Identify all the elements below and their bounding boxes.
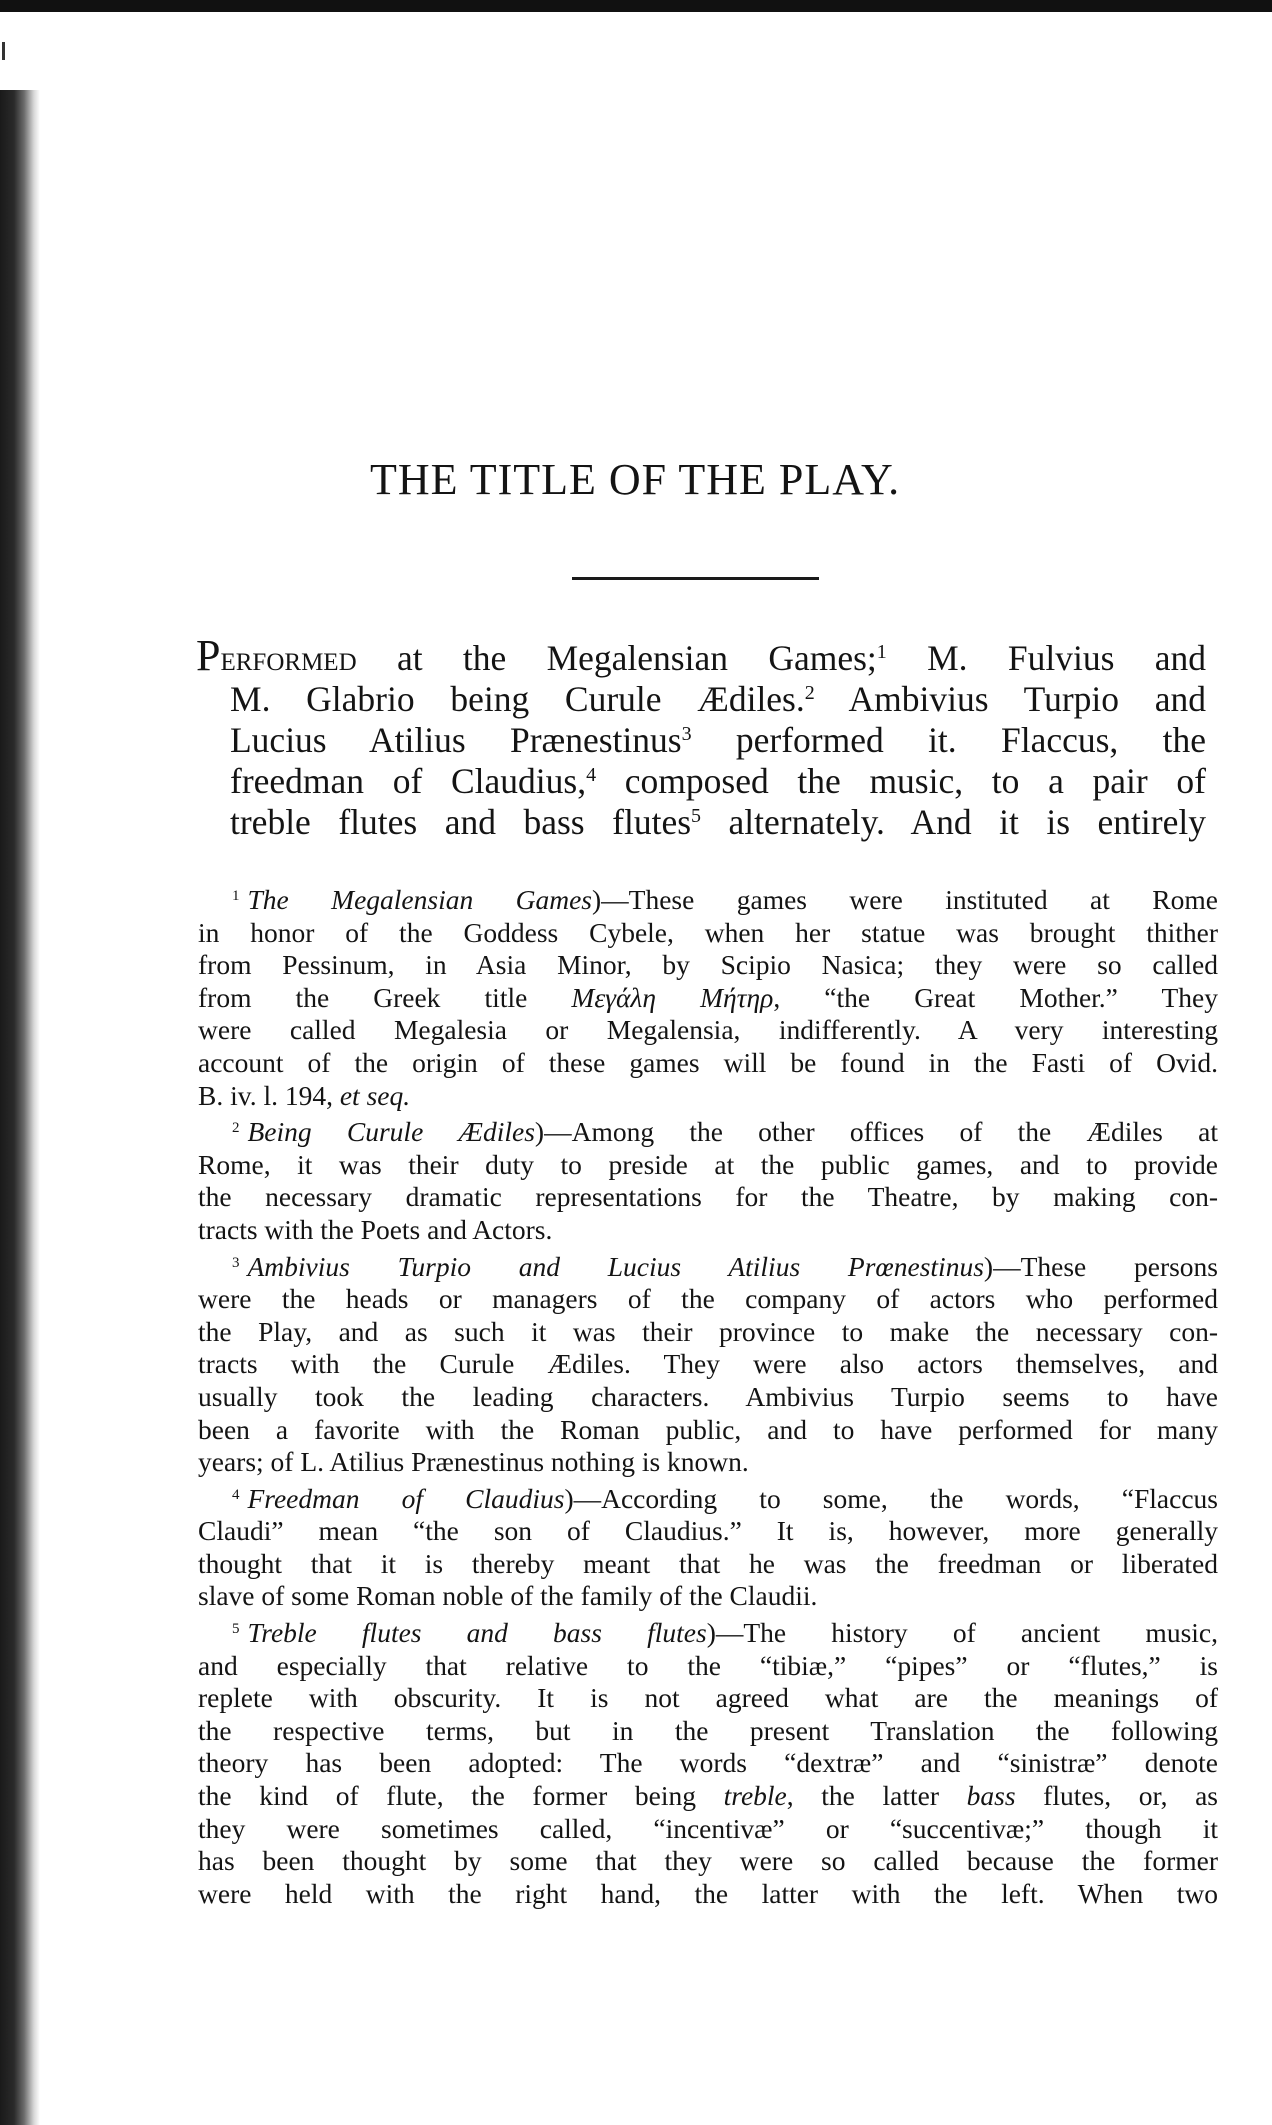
footnote-2: $^2$ Being Curule Ædiles)—Among the other offices of the Ædiles at — [232, 1116, 1218, 1148]
lead-word: erformed — [220, 638, 357, 678]
footnote-line: the Play, and as such it was their province to make the necessary con- — [198, 1315, 1218, 1347]
footnote-ref-2: 2 — [804, 682, 815, 704]
page-title: THE TITLE OF THE PLAY. — [370, 455, 901, 504]
footnotes — [198, 880, 1218, 1910]
footnote-line: were called Megalesia or Megalensia, indifferently. A very interesting — [198, 1014, 1218, 1046]
footnote-ref-3: 3 — [681, 723, 692, 745]
footnote-line: the necessary dramatic representations for the Theatre, by making con- — [198, 1181, 1218, 1213]
footnote-line: the kind of flute, the former being treble, the latter bass flutes, or, as — [198, 1780, 1218, 1812]
footnote-ref-5: 5 — [691, 805, 702, 827]
footnote-line: Rome, it was their duty to preside at the public games, and to provide — [198, 1148, 1218, 1180]
footnote-line: years; of L. Atilius Prænestinus nothing is known. — [198, 1446, 749, 1478]
footnote-heading: Freedman of Claudius — [247, 1482, 565, 1514]
footnote-heading: Treble flutes and bass flutes — [247, 1617, 707, 1649]
margin-mark — [2, 42, 5, 60]
drop-letter: P — [196, 631, 221, 680]
footnote-line: slave of some Roman noble of the family of the Claudii. — [198, 1580, 818, 1612]
footnote-line: and especially that relative to the “tibiæ,” “pipes” or “flutes,” is — [198, 1649, 1218, 1681]
footnote-line: tracts with the Curule Ædiles. They were also actors themselves, and — [198, 1348, 1218, 1380]
footnote-ref-4: 4 — [586, 764, 597, 786]
footnote-1: $^1$ The Megalensian Games)—These games were instituted at Rome — [232, 884, 1218, 915]
footnote-line: in honor of the Goddess Cybele, when her statue was brought thither — [198, 916, 1218, 948]
book-binding-edge — [0, 90, 40, 2125]
footnote-line: were held with the right hand, the latter with the left. When two — [198, 1877, 1218, 1909]
footnote-line: the respective terms, but in the present Translation the following — [198, 1714, 1218, 1746]
footnote-ref-1: 1 — [876, 641, 887, 663]
footnote-line: has been thought by some that they were so called because the former — [198, 1845, 1218, 1877]
footnote-line: usually took the leading characters. Ambivius Turpio seems to have — [198, 1380, 1218, 1412]
footnote-line: they were sometimes called, “incentivæ” or “succentivæ;” though it — [198, 1812, 1218, 1844]
footnote-line: replete with obscurity. It is not agreed what are the meanings of — [198, 1682, 1218, 1714]
greek-title: Μεγάλη Μήτηρ — [571, 981, 774, 1013]
title-divider — [572, 577, 819, 580]
footnote-5: $^5$ Treble flutes and bass flutes)—The history of ancient music, — [232, 1617, 1218, 1649]
footnote-line: Claudi” mean “the son of Claudius.” It is, however, more generally — [198, 1515, 1218, 1547]
footnote-line: from the Greek title Μεγάλη Μήτηρ, “the Great Mother.” They — [198, 981, 1218, 1013]
footnote-line: B. iv. l. 194, et seq. — [198, 1079, 411, 1111]
footnote-line: were the heads or managers of the company of actors who performed — [198, 1283, 1218, 1315]
footnote-line: been a favorite with the Roman public, and to have performed for many — [198, 1413, 1218, 1445]
footnote-line: theory has been adopted: The words “dextræ” and “sinistræ” denote — [198, 1747, 1218, 1779]
main-line-5: treble flutes and bass flutes$^5$ alternately. And it is entirely — [230, 802, 1206, 842]
footnote-heading: Ambivius Turpio and Lucius Atilius Prœnestinus — [247, 1250, 984, 1282]
main-line-4: freedman of Claudius,$^4$ composed the music, to a pair of — [230, 761, 1206, 801]
main-line-1: Performed at the Megalensian Games;$^1$ M. Fulvius and — [196, 631, 1206, 680]
footnote-3: $^3$ Ambivius Turpio and Lucius Atilius Prœnestinus)—These persons — [232, 1250, 1219, 1282]
main-paragraph — [196, 631, 1207, 843]
main-line-3: Lucius Atilius Prænestinus$^3$ performed it. Flaccus, the — [230, 720, 1206, 760]
footnote-4: $^4$ Freedman of Claudius)—According to some, the words, “Flaccus — [232, 1482, 1218, 1514]
top-page-edge — [0, 0, 1272, 12]
footnote-line: account of the origin of these games will be found in the Fasti of Ovid. — [198, 1046, 1218, 1078]
footnote-heading: The Megalensian Games — [247, 884, 593, 915]
main-line-2: M. Glabrio being Curule Ædiles.$^2$ Ambivius Turpio and — [230, 679, 1207, 719]
footnote-heading: Being Curule Ædiles — [247, 1116, 535, 1148]
footnote-line: from Pessinum, in Asia Minor, by Scipio Nasica; they were so called — [198, 949, 1218, 981]
footnote-line: thought that it is thereby meant that he was the freedman or liberated — [198, 1547, 1218, 1579]
footnote-line: tracts with the Poets and Actors. — [198, 1213, 553, 1245]
